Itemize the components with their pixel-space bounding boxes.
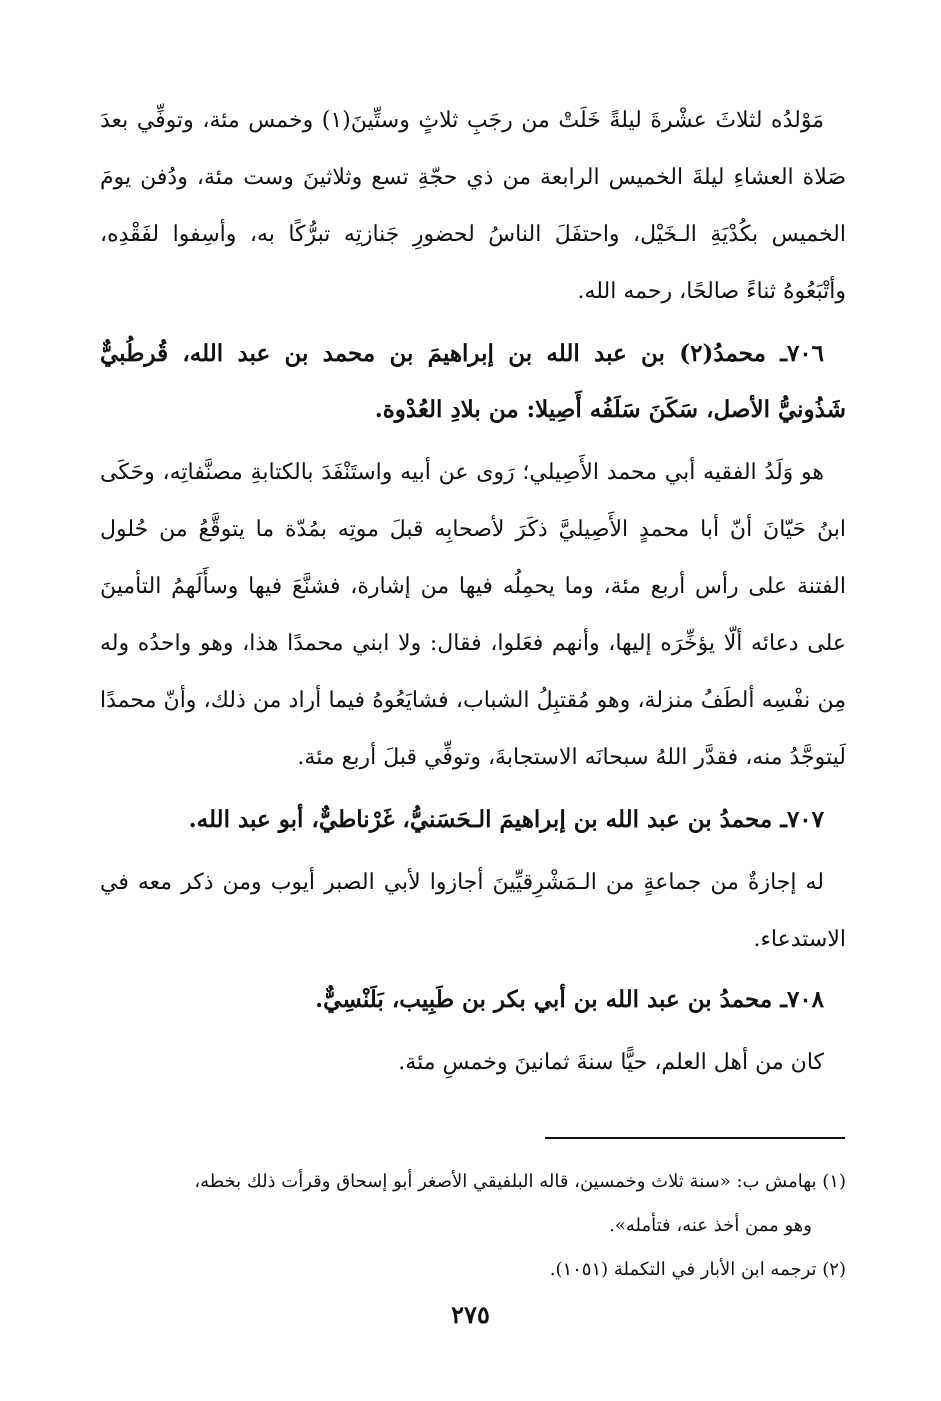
entry-708-body: كان من أهل العلم، حيًّا سنةَ ثمانينَ وخمسِ مئة.	[398, 1050, 824, 1075]
entry-707-heading: ٧٠٧ـ محمدُ بن عبد الله بن إبراهيمَ الـحَسَنيُّ، غَرْناطيٌّ، أبو عبد الله.	[188, 806, 824, 833]
footnote-1-line-2: وهو ممن أخذ عنه، فتأمله».	[609, 1215, 812, 1236]
footnotes	[100, 1160, 846, 1292]
page-number: ٢٧٥	[451, 1300, 490, 1329]
footnote-1-line-1: (١) بهامش ب: «سنة ثلاث وخمسين، قاله البلفيقي الأصغر أبو إسحاق وقرأت ذلك بخطه،	[194, 1171, 846, 1192]
entry-706-body: هو وَلَدُ الفقيه أبي محمد الأَصِيلي؛ رَوى عن أبيه واستَنْفَدَ بالكتابةِ مصنَّفاتِه، وحَكَى ابنُ حَيّانَ أنّ أبا محمدٍ الأَصِيليَّ ذكَرَ لأصحابِه قبلَ موتِه بمُدّة ما يتوقَّعُ من حُلول الفتنة على رأس أربع مئة، وما يحمِلُه فيها من إشارة، فشنَّعَ فيها وسأَلَهمُ التأمينَ على دعائه ألّا يؤخِّرَه إليها، وأنهم فعَلوا، فقال: ولا ابني محمدًا هذا، وهو واحدُه وله مِن نفْسِه ألطَفُ منزلة، وهو مُقتبِلُ الشباب، فشايَعُوهُ فيما أراد من ذلك، وأنّ محمدًا لَيتوجَّدُ منه، فقدَّر اللهُ سبحانَه الاستجابةَ، وتوفِّي قبلَ أربع مئة.	[100, 460, 846, 770]
footnote-2: (٢) ترجمه ابن الأبار في التكملة (١٠٥١).	[549, 1259, 846, 1280]
entry-708-heading: ٧٠٨ـ محمدُ بن عبد الله بن أبي بكر بن طَبِيب، بَلَنْسِيٌّ.	[315, 986, 824, 1013]
main-text	[100, 92, 846, 1091]
entry-707-body: له إجازةٌ من جماعةٍ من الـمَشْرِقيِّينَ أجازوا لأبي الصبر أيوب ومن ذكر معه في الاستدعاء.	[100, 870, 846, 952]
footnote-separator	[545, 1137, 845, 1139]
previous-entry-tail: مَوْلدُه لثلاثَ عشْرةَ ليلةً خَلَتْ من رجَبِ ثلاثٍ وستِّينَ(١) وخمس مئة، وتوفِّي بعدَ صَلاة العشاءِ ليلةَ الخميس الرابعة من ذي حجّةِ تسع وثلاثينَ وست مئة، ودُفن يومَ الخميس بكُدْيَةِ الـخَيْل، واحتفَلَ الناسُ لحضورِ جَنازتِه تبرُّكًا به، وأسِفوا لفَقْدِه، وأتْبَعُوهُ ثناءً صالحًا، رحمه الله.	[100, 108, 846, 304]
entry-706-heading: ٧٠٦ـ محمدُ(٢) بن عبد الله بن إبراهيمَ بن محمد بن عبد الله، قُرطُبيٌّ شَذُونيُّ الأصل، سَكَنَ سَلَفُه أَصِيلا: من بلادِ العُدْوة.	[100, 340, 846, 423]
